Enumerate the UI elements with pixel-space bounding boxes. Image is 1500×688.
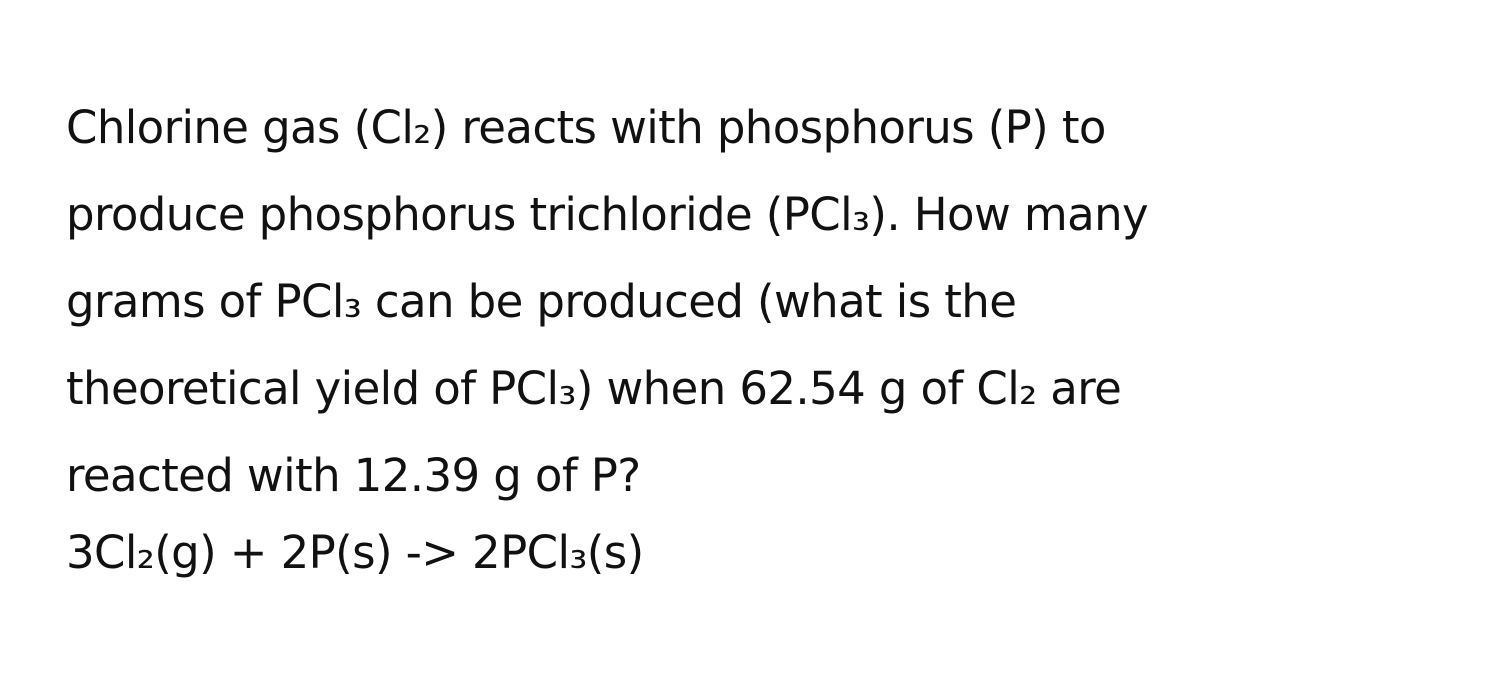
- problem-line-1: Chlorine gas (Cl₂) reacts with phosphorus (P) to: [66, 101, 1106, 154]
- problem-text: [66, 84, 1466, 587]
- problem-line-5: reacted with 12.39 g of P?: [66, 449, 641, 502]
- problem-line-4: theoretical yield of PCl₃) when 62.54 g of Cl₂ are: [66, 362, 1122, 415]
- problem-line-2: produce phosphorus trichloride (PCl₃). How many: [66, 188, 1149, 241]
- problem-line-3: grams of PCl₃ can be produced (what is the: [66, 275, 1017, 328]
- chemical-equation: 3Cl₂(g) + 2P(s) -> 2PCl₃(s): [66, 526, 644, 579]
